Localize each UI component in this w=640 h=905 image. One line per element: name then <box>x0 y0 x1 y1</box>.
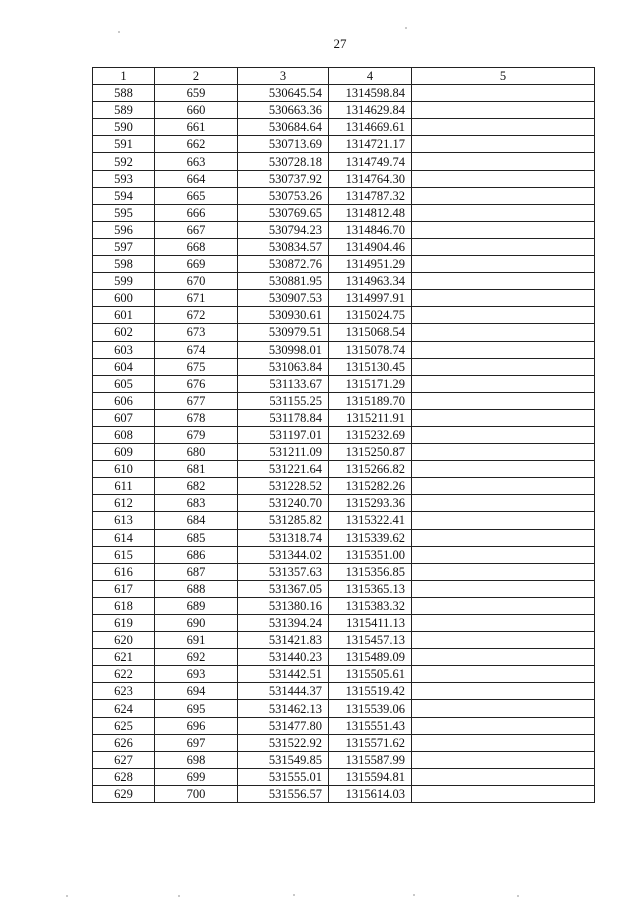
table-cell-col-3: 531421.83 <box>238 632 329 649</box>
table-cell-col-4: 1314629.84 <box>329 102 412 119</box>
table-cell-col-2: 660 <box>155 102 238 119</box>
table-row <box>93 409 595 426</box>
table-body <box>93 85 595 803</box>
table-row <box>93 136 595 153</box>
table-cell-col-2: 684 <box>155 512 238 529</box>
table-row <box>93 717 595 734</box>
table-cell-col-2: 668 <box>155 238 238 255</box>
table-cell-col-5 <box>412 700 595 717</box>
table-cell-col-3: 530998.01 <box>238 341 329 358</box>
table-cell-col-2: 670 <box>155 273 238 290</box>
table-row <box>93 375 595 392</box>
table-cell-col-4: 1314598.84 <box>329 85 412 102</box>
scan-speck <box>413 894 415 896</box>
table-cell-col-1: 614 <box>93 529 155 546</box>
table-cell-col-2: 679 <box>155 426 238 443</box>
table-cell-col-1: 600 <box>93 290 155 307</box>
table-cell-col-1: 594 <box>93 187 155 204</box>
table-row <box>93 238 595 255</box>
table-cell-col-5 <box>412 409 595 426</box>
table-cell-col-2: 662 <box>155 136 238 153</box>
table-cell-col-3: 531228.52 <box>238 478 329 495</box>
table-cell-col-4: 1314764.30 <box>329 170 412 187</box>
table-cell-col-5 <box>412 392 595 409</box>
table-header-row <box>93 68 595 85</box>
table-cell-col-3: 530794.23 <box>238 221 329 238</box>
table-cell-col-5 <box>412 785 595 802</box>
table-cell-col-4: 1315266.82 <box>329 461 412 478</box>
table-cell-col-5 <box>412 683 595 700</box>
table-cell-col-3: 530907.53 <box>238 290 329 307</box>
table-cell-col-4: 1315250.87 <box>329 444 412 461</box>
table-cell-col-2: 695 <box>155 700 238 717</box>
page-number: 27 <box>333 36 347 51</box>
table-cell-col-2: 681 <box>155 461 238 478</box>
table-cell-col-5 <box>412 512 595 529</box>
table-cell-col-2: 698 <box>155 751 238 768</box>
table-cell-col-3: 530663.36 <box>238 102 329 119</box>
table-cell-col-3: 530769.65 <box>238 204 329 221</box>
table-cell-col-1: 625 <box>93 717 155 734</box>
table-cell-col-1: 603 <box>93 341 155 358</box>
table-cell-col-1: 624 <box>93 700 155 717</box>
table-cell-col-4: 1315068.54 <box>329 324 412 341</box>
table-cell-col-1: 626 <box>93 734 155 751</box>
table-cell-col-3: 531063.84 <box>238 358 329 375</box>
table-cell-col-2: 697 <box>155 734 238 751</box>
table-cell-col-5 <box>412 375 595 392</box>
table-cell-col-5 <box>412 238 595 255</box>
table-cell-col-5 <box>412 529 595 546</box>
table-row <box>93 734 595 751</box>
table-cell-col-2: 663 <box>155 153 238 170</box>
scan-speck <box>178 895 180 897</box>
table-cell-col-4: 1315211.91 <box>329 409 412 426</box>
table-cell-col-4: 1315078.74 <box>329 341 412 358</box>
column-header-3: 3 <box>238 68 329 85</box>
table-cell-col-5 <box>412 341 595 358</box>
table-row <box>93 341 595 358</box>
table-cell-col-4: 1315519.42 <box>329 683 412 700</box>
table-cell-col-4: 1315505.61 <box>329 666 412 683</box>
table-cell-col-5 <box>412 136 595 153</box>
table-cell-col-4: 1315587.99 <box>329 751 412 768</box>
table-cell-col-3: 530872.76 <box>238 256 329 273</box>
table-cell-col-4: 1315457.13 <box>329 632 412 649</box>
table-cell-col-5 <box>412 666 595 683</box>
table-cell-col-3: 531285.82 <box>238 512 329 529</box>
table-cell-col-2: 689 <box>155 597 238 614</box>
table-cell-col-1: 628 <box>93 768 155 785</box>
table-cell-col-3: 530930.61 <box>238 307 329 324</box>
table-row <box>93 768 595 785</box>
table-cell-col-5 <box>412 273 595 290</box>
table-row <box>93 392 595 409</box>
table-cell-col-2: 678 <box>155 409 238 426</box>
table-cell-col-5 <box>412 768 595 785</box>
table-row <box>93 358 595 375</box>
table-row <box>93 546 595 563</box>
table-cell-col-1: 623 <box>93 683 155 700</box>
table-cell-col-2: 696 <box>155 717 238 734</box>
table-cell-col-3: 530881.95 <box>238 273 329 290</box>
table-row <box>93 170 595 187</box>
table-row <box>93 187 595 204</box>
table-cell-col-2: 673 <box>155 324 238 341</box>
table-cell-col-2: 685 <box>155 529 238 546</box>
table-cell-col-2: 690 <box>155 615 238 632</box>
table-cell-col-3: 531155.25 <box>238 392 329 409</box>
table-cell-col-2: 683 <box>155 495 238 512</box>
table-cell-col-2: 672 <box>155 307 238 324</box>
table-cell-col-2: 694 <box>155 683 238 700</box>
scan-speck <box>118 31 120 33</box>
table-cell-col-3: 531556.57 <box>238 785 329 802</box>
table-cell-col-4: 1315383.32 <box>329 597 412 614</box>
table-cell-col-3: 531197.01 <box>238 426 329 443</box>
table-cell-col-1: 620 <box>93 632 155 649</box>
table-cell-col-1: 596 <box>93 221 155 238</box>
table-row <box>93 102 595 119</box>
table-cell-col-1: 619 <box>93 615 155 632</box>
table-row <box>93 751 595 768</box>
table-cell-col-3: 530753.26 <box>238 187 329 204</box>
table-cell-col-5 <box>412 495 595 512</box>
table-cell-col-1: 618 <box>93 597 155 614</box>
table-cell-col-2: 677 <box>155 392 238 409</box>
table-cell-col-3: 531133.67 <box>238 375 329 392</box>
table-row <box>93 580 595 597</box>
table-cell-col-2: 692 <box>155 649 238 666</box>
table-cell-col-1: 611 <box>93 478 155 495</box>
table-cell-col-3: 530684.64 <box>238 119 329 136</box>
table-cell-col-4: 1314721.17 <box>329 136 412 153</box>
table-cell-col-1: 598 <box>93 256 155 273</box>
table-cell-col-3: 531444.37 <box>238 683 329 700</box>
table-cell-col-1: 591 <box>93 136 155 153</box>
table-cell-col-4: 1315339.62 <box>329 529 412 546</box>
table-cell-col-4: 1315232.69 <box>329 426 412 443</box>
table-cell-col-1: 622 <box>93 666 155 683</box>
table-cell-col-4: 1315189.70 <box>329 392 412 409</box>
table-cell-col-4: 1315351.00 <box>329 546 412 563</box>
table-cell-col-1: 599 <box>93 273 155 290</box>
table-row <box>93 290 595 307</box>
scan-speck <box>293 894 295 896</box>
table-cell-col-3: 531394.24 <box>238 615 329 632</box>
table-cell-col-3: 531211.09 <box>238 444 329 461</box>
table-cell-col-5 <box>412 546 595 563</box>
table-cell-col-4: 1315322.41 <box>329 512 412 529</box>
scan-speck <box>66 895 68 897</box>
table-row <box>93 256 595 273</box>
table-row <box>93 666 595 683</box>
column-header-4: 4 <box>329 68 412 85</box>
table-row <box>93 700 595 717</box>
table-cell-col-3: 531442.51 <box>238 666 329 683</box>
table-cell-col-5 <box>412 221 595 238</box>
table-cell-col-5 <box>412 444 595 461</box>
table-cell-col-1: 592 <box>93 153 155 170</box>
table-cell-col-2: 669 <box>155 256 238 273</box>
table-cell-col-3: 530834.57 <box>238 238 329 255</box>
table-cell-col-3: 530728.18 <box>238 153 329 170</box>
table-cell-col-4: 1314749.74 <box>329 153 412 170</box>
table-cell-col-2: 682 <box>155 478 238 495</box>
table-cell-col-2: 661 <box>155 119 238 136</box>
table-row <box>93 529 595 546</box>
table-cell-col-5 <box>412 734 595 751</box>
table-cell-col-1: 621 <box>93 649 155 666</box>
table-cell-col-1: 595 <box>93 204 155 221</box>
table-row <box>93 153 595 170</box>
table-cell-col-5 <box>412 478 595 495</box>
table-row <box>93 785 595 802</box>
table-cell-col-4: 1315356.85 <box>329 563 412 580</box>
table-cell-col-3: 531522.92 <box>238 734 329 751</box>
table-cell-col-5 <box>412 119 595 136</box>
table-cell-col-1: 597 <box>93 238 155 255</box>
table-row <box>93 307 595 324</box>
table-row <box>93 495 595 512</box>
table-cell-col-2: 671 <box>155 290 238 307</box>
table-cell-col-3: 531178.84 <box>238 409 329 426</box>
scan-speck <box>517 895 519 897</box>
table-cell-col-4: 1315293.36 <box>329 495 412 512</box>
table-cell-col-4: 1314997.91 <box>329 290 412 307</box>
column-header-2: 2 <box>155 68 238 85</box>
table-cell-col-2: 665 <box>155 187 238 204</box>
table-cell-col-1: 590 <box>93 119 155 136</box>
table-cell-col-5 <box>412 461 595 478</box>
table-cell-col-1: 613 <box>93 512 155 529</box>
table-cell-col-5 <box>412 153 595 170</box>
table-cell-col-1: 588 <box>93 85 155 102</box>
table-cell-col-3: 531440.23 <box>238 649 329 666</box>
table-cell-col-3: 531221.64 <box>238 461 329 478</box>
table-row <box>93 597 595 614</box>
table-cell-col-1: 616 <box>93 563 155 580</box>
table-cell-col-2: 666 <box>155 204 238 221</box>
table-cell-col-4: 1314846.70 <box>329 221 412 238</box>
table-cell-col-5 <box>412 615 595 632</box>
table-cell-col-5 <box>412 563 595 580</box>
table-cell-col-2: 674 <box>155 341 238 358</box>
table-cell-col-3: 531240.70 <box>238 495 329 512</box>
table-cell-col-2: 659 <box>155 85 238 102</box>
table-cell-col-5 <box>412 717 595 734</box>
table-cell-col-4: 1314669.61 <box>329 119 412 136</box>
table-cell-col-3: 531367.05 <box>238 580 329 597</box>
table-cell-col-5 <box>412 256 595 273</box>
table-cell-col-3: 531555.01 <box>238 768 329 785</box>
table-cell-col-3: 531318.74 <box>238 529 329 546</box>
table-cell-col-5 <box>412 580 595 597</box>
table-cell-col-1: 627 <box>93 751 155 768</box>
table-cell-col-5 <box>412 426 595 443</box>
table-cell-col-4: 1315489.09 <box>329 649 412 666</box>
table-cell-col-1: 612 <box>93 495 155 512</box>
table-cell-col-1: 629 <box>93 785 155 802</box>
table-row <box>93 632 595 649</box>
table-cell-col-2: 680 <box>155 444 238 461</box>
table-cell-col-5 <box>412 102 595 119</box>
table-cell-col-1: 607 <box>93 409 155 426</box>
table-row <box>93 683 595 700</box>
table-cell-col-5 <box>412 290 595 307</box>
table-cell-col-4: 1314904.46 <box>329 238 412 255</box>
table-cell-col-1: 609 <box>93 444 155 461</box>
column-header-1: 1 <box>93 68 155 85</box>
table-cell-col-3: 530645.54 <box>238 85 329 102</box>
table-cell-col-5 <box>412 324 595 341</box>
table-row <box>93 478 595 495</box>
table-row <box>93 461 595 478</box>
table-cell-col-3: 531380.16 <box>238 597 329 614</box>
table-row <box>93 615 595 632</box>
table-row <box>93 119 595 136</box>
table-row <box>93 324 595 341</box>
table-row <box>93 444 595 461</box>
table-cell-col-3: 531344.02 <box>238 546 329 563</box>
column-header-5: 5 <box>412 68 595 85</box>
table-cell-col-1: 604 <box>93 358 155 375</box>
table-cell-col-2: 675 <box>155 358 238 375</box>
table-row <box>93 273 595 290</box>
coordinates-table <box>92 67 595 803</box>
table-cell-col-5 <box>412 358 595 375</box>
table-cell-col-4: 1315365.13 <box>329 580 412 597</box>
table-cell-col-4: 1315571.62 <box>329 734 412 751</box>
scan-speck <box>405 27 407 29</box>
table-cell-col-3: 530737.92 <box>238 170 329 187</box>
table-cell-col-2: 667 <box>155 221 238 238</box>
table-cell-col-4: 1314787.32 <box>329 187 412 204</box>
table-cell-col-4: 1315024.75 <box>329 307 412 324</box>
table-row <box>93 85 595 102</box>
table-cell-col-2: 686 <box>155 546 238 563</box>
table-cell-col-4: 1315282.26 <box>329 478 412 495</box>
table-cell-col-1: 602 <box>93 324 155 341</box>
table-row <box>93 221 595 238</box>
table-cell-col-4: 1315551.43 <box>329 717 412 734</box>
table-cell-col-4: 1315539.06 <box>329 700 412 717</box>
table-cell-col-1: 593 <box>93 170 155 187</box>
table-cell-col-1: 610 <box>93 461 155 478</box>
table-cell-col-1: 617 <box>93 580 155 597</box>
table-cell-col-4: 1315614.03 <box>329 785 412 802</box>
table-cell-col-5 <box>412 204 595 221</box>
table-row <box>93 649 595 666</box>
table-cell-col-5 <box>412 307 595 324</box>
table-cell-col-3: 531549.85 <box>238 751 329 768</box>
table-cell-col-5 <box>412 85 595 102</box>
table-cell-col-2: 688 <box>155 580 238 597</box>
table-cell-col-2: 699 <box>155 768 238 785</box>
table-cell-col-5 <box>412 751 595 768</box>
table-cell-col-2: 664 <box>155 170 238 187</box>
table-row <box>93 563 595 580</box>
table-cell-col-4: 1315411.13 <box>329 615 412 632</box>
table-cell-col-1: 615 <box>93 546 155 563</box>
table-cell-col-3: 531462.13 <box>238 700 329 717</box>
table-cell-col-1: 601 <box>93 307 155 324</box>
table-cell-col-4: 1314812.48 <box>329 204 412 221</box>
table-cell-col-2: 693 <box>155 666 238 683</box>
table-cell-col-4: 1315171.29 <box>329 375 412 392</box>
table-cell-col-3: 530979.51 <box>238 324 329 341</box>
table-cell-col-2: 687 <box>155 563 238 580</box>
table-cell-col-1: 608 <box>93 426 155 443</box>
table-cell-col-5 <box>412 597 595 614</box>
table-cell-col-4: 1314951.29 <box>329 256 412 273</box>
table-row <box>93 512 595 529</box>
table-cell-col-4: 1315594.81 <box>329 768 412 785</box>
table-cell-col-4: 1315130.45 <box>329 358 412 375</box>
table-cell-col-5 <box>412 187 595 204</box>
table-cell-col-2: 700 <box>155 785 238 802</box>
table-cell-col-5 <box>412 649 595 666</box>
table-cell-col-2: 691 <box>155 632 238 649</box>
table-row <box>93 204 595 221</box>
table-cell-col-5 <box>412 632 595 649</box>
table-row <box>93 426 595 443</box>
table-cell-col-1: 589 <box>93 102 155 119</box>
table-cell-col-4: 1314963.34 <box>329 273 412 290</box>
table-cell-col-3: 530713.69 <box>238 136 329 153</box>
table-cell-col-2: 676 <box>155 375 238 392</box>
table-cell-col-3: 531357.63 <box>238 563 329 580</box>
table-cell-col-5 <box>412 170 595 187</box>
table-cell-col-1: 605 <box>93 375 155 392</box>
table-cell-col-1: 606 <box>93 392 155 409</box>
table-cell-col-3: 531477.80 <box>238 717 329 734</box>
